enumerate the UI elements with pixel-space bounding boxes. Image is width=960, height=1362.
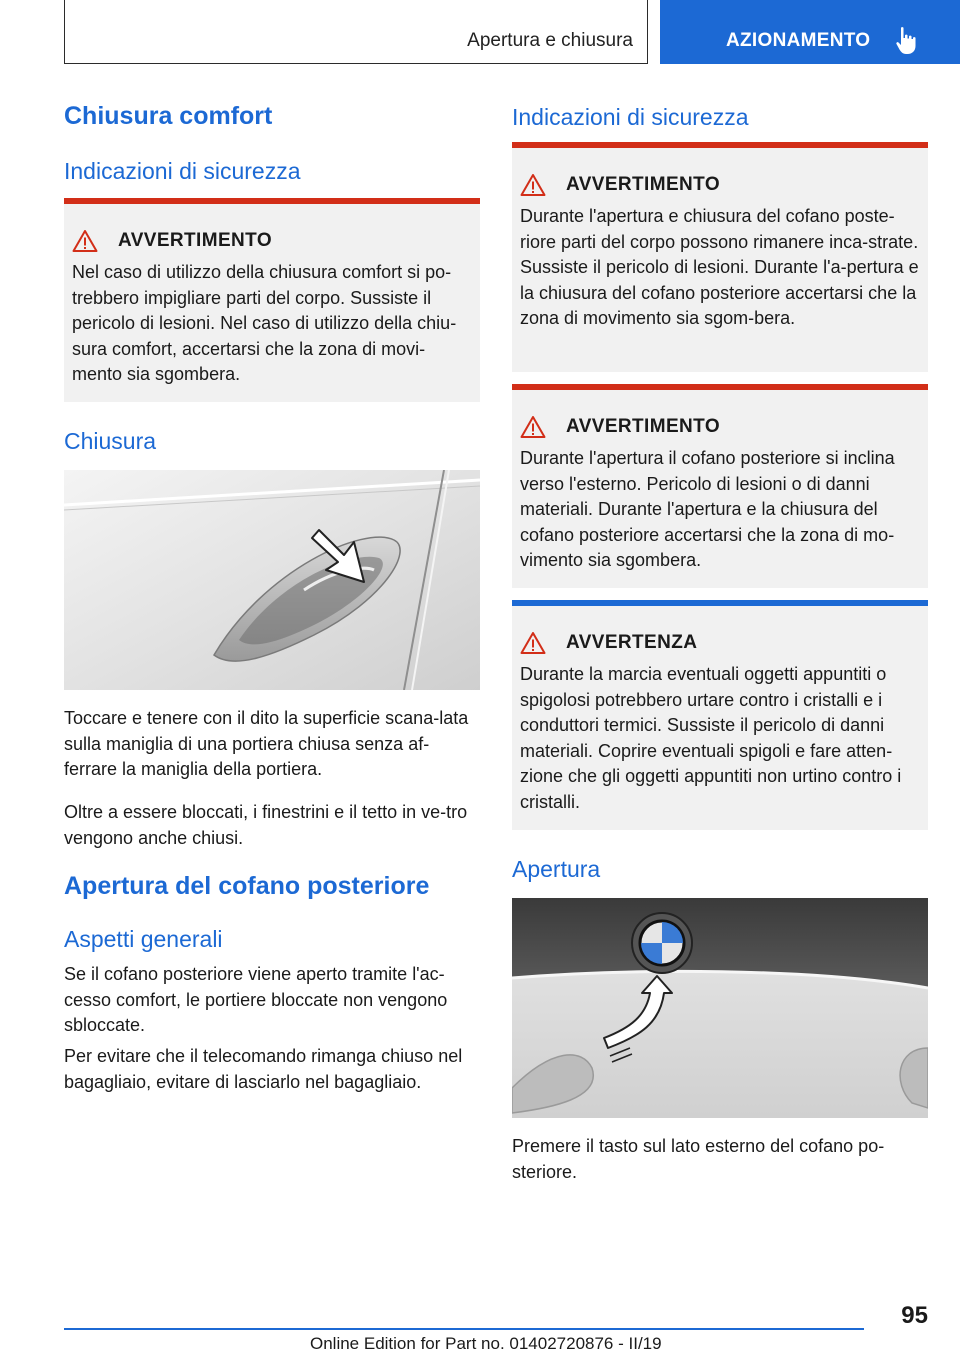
warning-triangle-icon xyxy=(520,415,546,439)
warning-triangle-icon xyxy=(72,229,98,253)
section-title: Apertura e chiusura xyxy=(467,30,633,51)
warning-label: AVVERTIMENTO xyxy=(566,416,720,437)
warning-text: Durante l'apertura il cofano posteriore si inclina verso l'esterno. Pericolo di lesioni o di danni materiali. Durante l'apertura e la chiusura del cofano posteriore accertarsi che la zona di mo-vimento sia sgombera. xyxy=(520,448,895,570)
warning-triangle-icon xyxy=(520,173,546,197)
chapter-tab-label: AZIONAMENTO xyxy=(726,30,871,51)
warning-label: AVVERTIMENTO xyxy=(566,174,720,195)
general-paragraph-2: Per evitare che il telecomando rimanga chiuso nel bagagliaio, evitare di lasciarlo nel bagagliaio. xyxy=(64,1046,463,1092)
notice-bar xyxy=(512,600,928,606)
warning-bar xyxy=(512,384,928,390)
opening-paragraph: Premere il tasto sul lato esterno del cofano po-steriore. xyxy=(512,1136,885,1182)
heading-general: Aspetti generali xyxy=(64,926,223,952)
page-number: 95 xyxy=(901,1302,928,1329)
warning-triangle-icon xyxy=(520,631,546,655)
closing-paragraph-2: Oltre a essere bloccati, i finestrini e il tetto in ve-tro vengono anche chiusi. xyxy=(64,802,468,848)
warning-text: Nel caso di utilizzo della chiusura comfort si po-trebbero impigliare parti del corpo. Sussiste il pericolo di lesioni. Nel caso di utilizzo della chiu-sura comfort, accertarsi che la zona di movi-mento sia sgombera. xyxy=(72,262,457,384)
warning-bar xyxy=(64,198,480,204)
warning-label: AVVERTIMENTO xyxy=(118,230,272,251)
heading-apertura: Apertura xyxy=(512,856,601,882)
warning-box-1 xyxy=(64,198,480,402)
general-paragraph-1: Se il cofano posteriore viene aperto tramite l'ac-cesso comfort, le portiere bloccate non vengono sbloccate. xyxy=(64,964,448,1035)
notice-box xyxy=(512,600,928,830)
notice-label: AVVERTENZA xyxy=(566,632,698,653)
running-header xyxy=(64,0,648,64)
heading-trunk-opening: Apertura del cofano posteriore xyxy=(64,872,430,900)
pointing-hand-icon xyxy=(894,26,920,56)
warning-text: Durante l'apertura e chiusura del cofano poste-riore parti del corpo possono rimanere inca-strate. Sussiste il pericolo di lesioni. Durante l'a-pertura e la chiusura del cofano posteriore accertarsi che la zona di movimento sia sgom-bera. xyxy=(520,206,919,328)
warning-box-2 xyxy=(512,142,928,372)
heading-chiusura: Chiusura xyxy=(64,428,157,454)
heading-chiusura-comfort: Chiusura comfort xyxy=(64,102,273,130)
closing-paragraph-1: Toccare e tenere con il dito la superficie scana-lata sulla maniglia di una portiera chiusa senza af-ferrare la maniglia della portiera. xyxy=(64,708,469,779)
tailgate-button-illustration xyxy=(512,898,928,1118)
chapter-tab[interactable] xyxy=(660,0,960,64)
heading-safety-left: Indicazioni di sicurezza xyxy=(64,158,301,184)
heading-safety-right: Indicazioni di sicurezza xyxy=(512,104,749,130)
footer-edition: Online Edition for Part no. 01402720876 - II/19 xyxy=(310,1334,662,1353)
warning-bar xyxy=(512,142,928,148)
door-handle-illustration xyxy=(64,470,480,690)
warning-box-3 xyxy=(512,384,928,588)
notice-text: Durante la marcia eventuali oggetti appuntiti o spigolosi potrebbero urtare contro i cristalli e i conduttori termici. Sussiste il pericolo di danni materiali. Coprire eventuali spigoli e fare atten-zione che gli oggetti appuntiti non urtino contro i cristalli. xyxy=(520,664,902,812)
footer-rule xyxy=(64,1328,864,1330)
